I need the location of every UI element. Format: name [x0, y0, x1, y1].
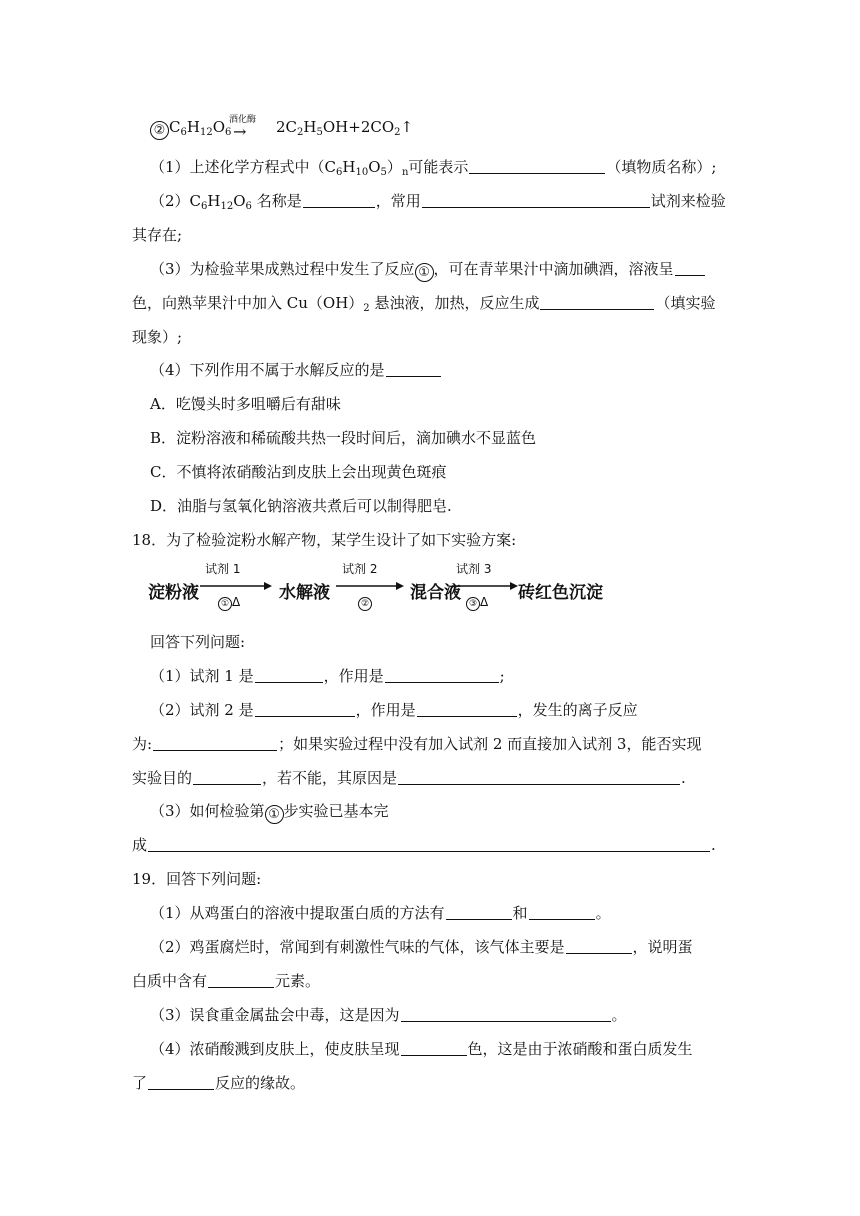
- flow-node-hydrolysate: 水解液: [279, 583, 330, 603]
- answer-blank[interactable]: [386, 361, 441, 377]
- q17-part2-cont: 其存在;: [132, 226, 183, 244]
- catalyst-label: 酒化酶: [229, 115, 257, 125]
- answer-blank[interactable]: [385, 667, 499, 683]
- option-d: D．油脂与氢氧化钠溶液共煮后可以制得肥皂.: [150, 497, 452, 515]
- flow-reagent-1: 试剂 1: [205, 562, 241, 576]
- q19-title: 19．回答下列问题:: [132, 870, 262, 888]
- flow-node-mixture: 混合液: [410, 583, 461, 603]
- q17-part3-cont: 色，向熟苹果汁中加入 $Cu(OH)_2$ 悬浊液，加热，反应生成 （填实验: [132, 294, 716, 314]
- flow-arrow-3: [452, 580, 518, 592]
- q18-part2: （2）试剂 2 是 ，作用是 ，发生的离子反应: [150, 701, 638, 719]
- answer-blank[interactable]: [469, 158, 605, 174]
- answer-blank[interactable]: [675, 260, 705, 276]
- q18-intro: 回答下列问题:: [150, 633, 246, 651]
- equation-2: ② $C_6H_{12}O_6$: [150, 117, 231, 140]
- answer-blank[interactable]: [540, 294, 654, 310]
- q19-part1: （1）从鸡蛋白的溶液中提取蛋白质的方法有 和 。: [150, 904, 611, 922]
- q19-part2: （2）鸡蛋腐烂时，常闻到有刺激性气味的气体，该气体主要是 ，说明蛋: [150, 938, 693, 956]
- answer-blank[interactable]: [398, 769, 680, 785]
- flow-step-3: ③ Δ: [466, 595, 488, 611]
- answer-blank[interactable]: [566, 938, 632, 954]
- q18-part2-cont: 为: ；如果实验过程中没有加入试剂 2 而直接加入试剂 3，能否实现: [132, 735, 702, 753]
- q17-part4: （4）下列作用不属于水解反应的是: [150, 360, 442, 380]
- q18-part1: （1）试剂 1 是 ，作用是 ;: [150, 667, 505, 685]
- answer-blank[interactable]: [255, 667, 323, 683]
- option-a: A．吃馒头时多咀嚼后有甜味: [150, 395, 341, 413]
- q19-part4-cont: 了 反应的缘故。: [132, 1074, 306, 1092]
- answer-blank[interactable]: [401, 1040, 467, 1056]
- answer-blank[interactable]: [255, 701, 355, 717]
- q18-part3-cont: 成 .: [132, 836, 716, 854]
- q17-part3-cont2: 现象）;: [132, 328, 183, 346]
- q18-title: 18．为了检验淀粉水解产物，某学生设计了如下实验方案:: [132, 531, 517, 549]
- answer-blank[interactable]: [148, 1074, 214, 1090]
- equation-products: $2C_2H_5OH+2CO_2↑$: [276, 118, 414, 138]
- q19-part2-cont: 白质中含有 元素。: [132, 972, 321, 990]
- answer-blank[interactable]: [446, 904, 512, 920]
- flow-step-2: ②: [358, 595, 372, 611]
- flow-step-1: ① Δ: [218, 595, 240, 611]
- answer-blank[interactable]: [193, 769, 261, 785]
- answer-blank[interactable]: [529, 904, 595, 920]
- flow-reagent-3: 试剂 3: [456, 562, 492, 576]
- flow-reagent-2: 试剂 2: [342, 562, 378, 576]
- q18-part2-cont2: 实验目的 ，若不能，其原因是 .: [132, 769, 686, 787]
- answer-blank[interactable]: [401, 1006, 611, 1022]
- option-c: C．不慎将浓硝酸沾到皮肤上会出现黄色斑痕: [150, 463, 447, 481]
- flow-arrow-1: [200, 580, 272, 592]
- experiment-flowchart: [148, 560, 608, 620]
- answer-blank[interactable]: [208, 972, 274, 988]
- answer-blank[interactable]: [148, 836, 710, 852]
- equation-number: ②: [150, 121, 169, 140]
- answer-blank[interactable]: [422, 192, 650, 208]
- q19-part4: （4）浓硝酸溅到皮肤上，使皮肤呈现 色，这是由于浓硝酸和蛋白质发生: [150, 1040, 693, 1058]
- q19-part3: （3）误食重金属盐会中毒，这是因为 。: [150, 1006, 627, 1024]
- q17-part1: （1）上述化学方程式中$(C_6H_{10}O_5)_n$可能表示 （填物质名称）;: [150, 158, 717, 178]
- reaction-arrow: →: [233, 122, 247, 141]
- q17-part2: $(2)C_6H_{12}O_6$ 名称是 ，常用 试剂来检验: [150, 192, 726, 212]
- answer-blank[interactable]: [153, 735, 277, 751]
- q17-part3: （3）为检验苹果成熟过程中发生了反应 ① ，可在青苹果汁中滴加碘酒，溶液呈: [150, 259, 706, 282]
- flow-arrow-2: [336, 580, 404, 592]
- answer-blank[interactable]: [303, 192, 375, 208]
- q18-part3: （3）如何检验第 ① 步实验已基本完: [150, 802, 389, 822]
- flow-node-starch: 淀粉液: [148, 583, 199, 603]
- answer-blank[interactable]: [417, 701, 517, 717]
- flow-node-precipitate: 砖红色沉淀: [518, 583, 603, 603]
- option-b: B．淀粉溶液和稀硫酸共热一段时间后，滴加碘水不显蓝色: [150, 429, 537, 447]
